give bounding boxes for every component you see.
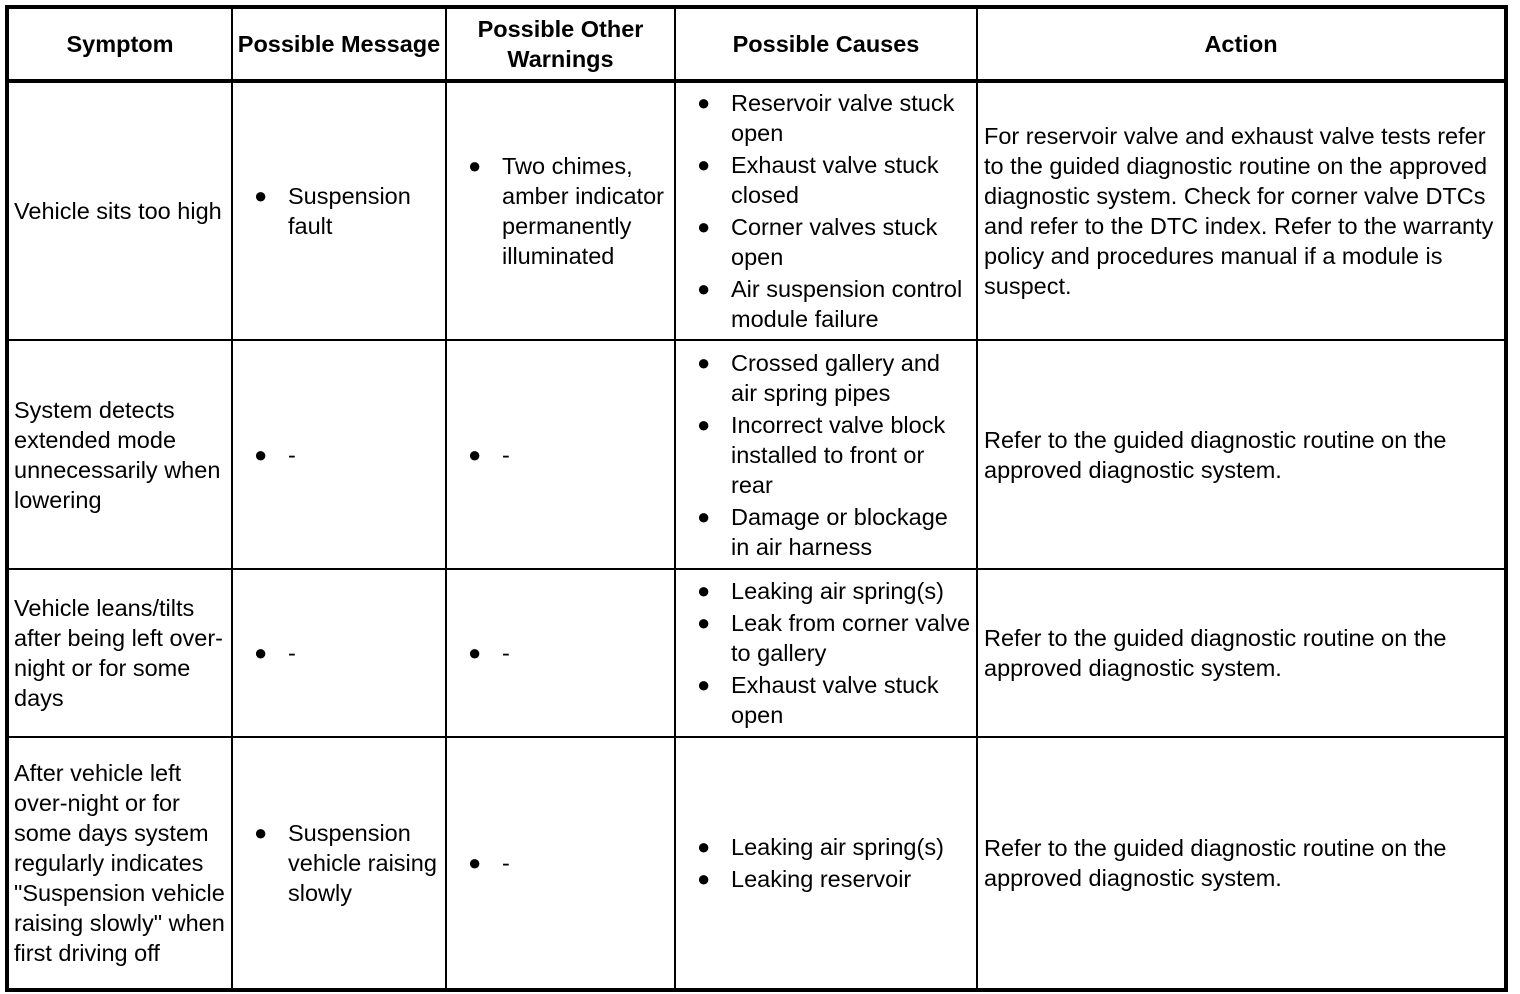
list-item-text: Crossed gallery and air spring pipes (731, 349, 940, 406)
symptom-cell: System detects extended mode unnecessarily when lowering (7, 340, 232, 569)
list-item-text: Leaking reservoir (731, 866, 912, 892)
bullet-icon: ● (254, 441, 268, 467)
list-item (676, 576, 976, 606)
bullet-icon: ● (468, 153, 482, 178)
possible-causes-cell (675, 569, 977, 737)
possible-causes-list (676, 348, 976, 562)
symptom-cell: Vehicle leans/tilts after being left over-night or for some days (7, 569, 232, 737)
header-action: Action (977, 7, 1506, 81)
possible-warnings-cell (446, 569, 675, 737)
possible-message-list (233, 440, 445, 470)
possible-causes-list (676, 576, 976, 730)
header-possible-other-warnings: Possible Other Warnings (446, 7, 675, 81)
bullet-icon: ● (468, 640, 482, 665)
bullet-icon: ● (697, 152, 711, 177)
possible-warnings-cell (446, 81, 675, 340)
bullet-icon: ● (697, 214, 711, 239)
possible-warnings-cell (446, 340, 675, 569)
list-item-text: Exhaust valve stuck closed (731, 152, 939, 208)
bullet-icon: ● (254, 640, 268, 665)
list-item-text: Incorrect valve block installed to front or rear (731, 411, 946, 498)
list-item-text: Leaking air spring(s) (731, 578, 944, 604)
bullet-icon: ● (697, 578, 711, 603)
possible-warnings-list (447, 440, 674, 470)
possible-warnings-cell (446, 737, 675, 990)
list-item-text: Air suspension control module failure (731, 276, 963, 332)
table-header (7, 7, 1506, 81)
action-cell: Refer to the guided diagnostic routine on the approved diagnostic system. (977, 340, 1506, 569)
list-item (447, 848, 674, 878)
list-item (233, 181, 445, 241)
list-item-text: - (502, 850, 510, 876)
possible-message-cell (232, 569, 446, 737)
bullet-icon: ● (697, 866, 711, 891)
list-item (447, 151, 674, 271)
bullet-icon: ● (697, 672, 711, 697)
list-item (676, 864, 976, 894)
action-cell: Refer to the guided diagnostic routine on the approved diagnostic system. (977, 737, 1506, 990)
possible-warnings-list (447, 848, 674, 878)
list-item-text: Exhaust valve stuck open (731, 672, 939, 728)
possible-causes-cell (675, 737, 977, 990)
table-row (7, 340, 1506, 569)
diagnostic-table (5, 5, 1508, 992)
bullet-icon: ● (468, 850, 482, 875)
bullet-icon: ● (697, 834, 711, 859)
possible-causes-cell (675, 340, 977, 569)
table-row (7, 81, 1506, 340)
possible-message-cell (232, 340, 446, 569)
list-item-text: - (288, 640, 296, 666)
list-item (676, 88, 976, 148)
bullet-icon: ● (697, 349, 711, 375)
list-item-text: Leak from corner valve to gallery (731, 610, 971, 666)
list-item-text: - (502, 640, 510, 666)
list-item (233, 440, 445, 470)
possible-causes-list (676, 832, 976, 894)
list-item-text: - (502, 441, 510, 468)
header-possible-causes: Possible Causes (675, 7, 977, 81)
bullet-icon: ● (697, 276, 711, 301)
list-item (676, 274, 976, 334)
possible-message-list (233, 181, 445, 241)
bullet-icon: ● (697, 610, 711, 635)
header-symptom: Symptom (7, 7, 232, 81)
symptom-cell: After vehicle left over-night or for some days system regularly indicates "Suspension vehicle raising slowly" when first driving off (7, 737, 232, 990)
list-item (447, 440, 674, 470)
possible-message-list (233, 638, 445, 668)
list-item-text: Suspension vehicle raising slowly (288, 820, 437, 906)
list-item-text: Leaking air spring(s) (731, 834, 944, 860)
list-item-text: Reservoir valve stuck open (731, 90, 955, 146)
list-item (233, 638, 445, 668)
list-item (676, 670, 976, 730)
action-cell: For reservoir valve and exhaust valve tests refer to the guided diagnostic routine on the approved diagnostic system. Check for corner valve DTCs and refer to the DTC index. Refer to the warranty policy and procedures manual if a module is suspect. (977, 81, 1506, 340)
list-item (676, 410, 976, 500)
possible-causes-cell (675, 81, 977, 340)
list-item (676, 832, 976, 862)
possible-causes-list (676, 88, 976, 334)
list-item (676, 212, 976, 272)
list-item (447, 638, 674, 668)
list-item-text: Two chimes, amber indicator permanently illuminated (502, 153, 664, 269)
symptom-cell: Vehicle sits too high (7, 81, 232, 340)
list-item-text: Corner valves stuck open (731, 214, 938, 270)
bullet-icon: ● (254, 183, 268, 208)
bullet-icon: ● (697, 503, 711, 529)
bullet-icon: ● (697, 90, 711, 115)
list-item (676, 608, 976, 668)
bullet-icon: ● (468, 441, 482, 467)
possible-message-list (233, 818, 445, 908)
list-item (676, 502, 976, 562)
possible-message-cell (232, 81, 446, 340)
list-item (676, 150, 976, 210)
list-item-text: Damage or blockage in air harness (731, 503, 948, 560)
header-possible-message: Possible Message (232, 7, 446, 81)
table-row (7, 569, 1506, 737)
possible-warnings-list (447, 638, 674, 668)
action-cell: Refer to the guided diagnostic routine on the approved diagnostic system. (977, 569, 1506, 737)
list-item-text: Suspension fault (288, 183, 411, 239)
possible-message-cell (232, 737, 446, 990)
list-item (233, 818, 445, 908)
table-row (7, 737, 1506, 990)
list-item-text: - (288, 441, 296, 468)
bullet-icon: ● (254, 820, 268, 845)
bullet-icon: ● (697, 411, 711, 437)
possible-warnings-list (447, 151, 674, 271)
list-item (676, 348, 976, 408)
